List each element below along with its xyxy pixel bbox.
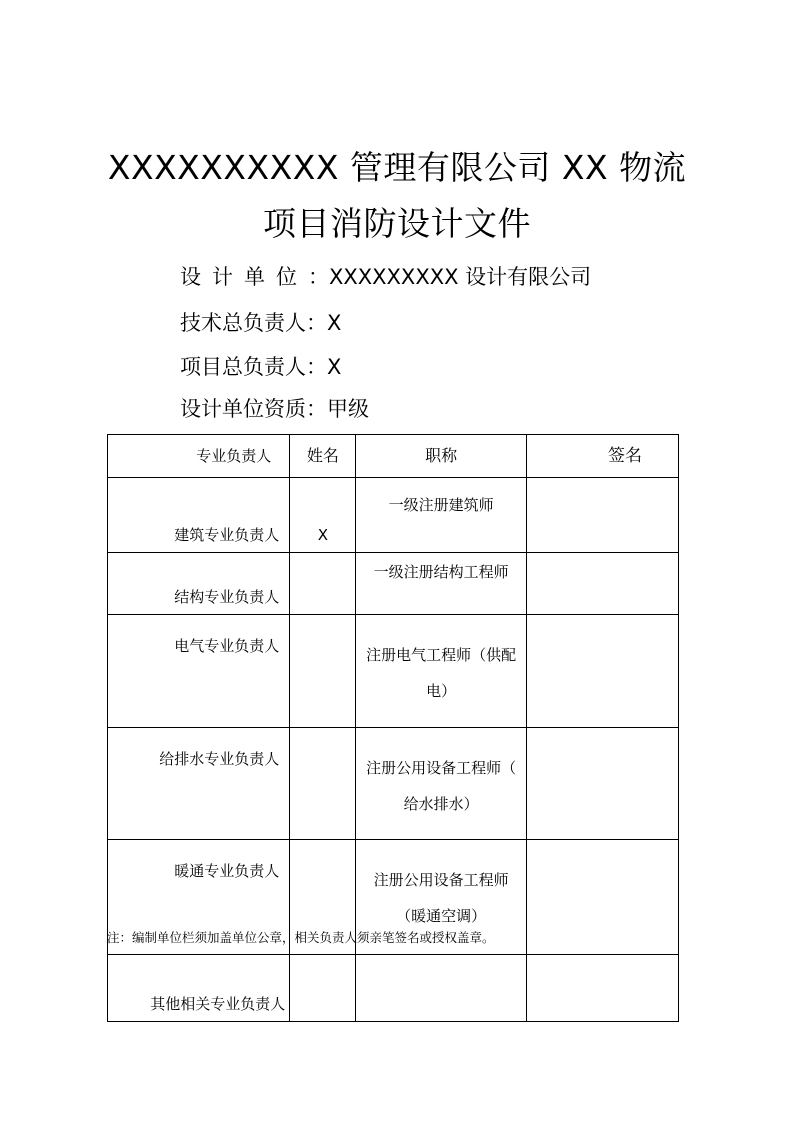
qualification-line1: 注册公用设备工程师 (373, 871, 509, 889)
design-unit-row (180, 262, 591, 292)
qualification-line1: 注册公用设备工程师（ (366, 759, 517, 777)
design-unit-sep: ： (308, 265, 329, 289)
tech-lead-sep: ： (306, 311, 327, 335)
qualification-cell (356, 728, 526, 840)
document-title-line1: XXXXXXXXXX 管理有限公司 XX 物流 (107, 148, 687, 187)
design-unit-label: 设计单位 (180, 265, 308, 289)
qualification-line2: 给水排水） (403, 795, 479, 813)
role-cell: 给排水专业负责人 (108, 728, 290, 840)
qualification-line1: 注册电气工程师（供配 (366, 646, 517, 664)
name-cell (290, 615, 356, 728)
name-cell (290, 553, 356, 615)
role-cell: 电气专业负责人 (108, 615, 290, 728)
header-title: 职称 (356, 435, 526, 478)
qualification-sep: ： (306, 397, 327, 421)
role-cell: 结构专业负责人 (108, 553, 290, 615)
table-row (108, 955, 679, 1022)
table-row (108, 478, 679, 553)
design-unit-value: XXXXXXXXX 设计有限公司 (329, 265, 592, 289)
header-signature: 签名 (526, 435, 678, 478)
qualification-line1: 一级注册建筑师 (388, 496, 494, 514)
header-name: 姓名 (290, 435, 356, 478)
project-lead-row (180, 352, 341, 382)
signature-cell[interactable] (526, 553, 678, 615)
qualification-label: 设计单位资质 (180, 397, 306, 421)
qualification-line2: （暖通空调） (396, 907, 487, 925)
qualification-cell (356, 478, 526, 553)
signature-cell[interactable] (526, 615, 678, 728)
table-row (108, 615, 679, 728)
signature-cell[interactable] (526, 728, 678, 840)
table-row (108, 553, 679, 615)
role-cell: 暖通专业负责人 (108, 840, 290, 955)
project-lead-sep: ： (306, 355, 327, 379)
qualification-row (180, 394, 369, 424)
table-row (108, 728, 679, 840)
qualification-line2: 电） (426, 682, 457, 700)
document-title-line2: 项目消防设计文件 (263, 204, 531, 243)
role-cell: 建筑专业负责人 (108, 478, 290, 553)
qualification-line1: 一级注册结构工程师 (373, 563, 509, 581)
name-cell (290, 955, 356, 1022)
name-cell: X (290, 478, 356, 553)
header-discipline-lead: 专业负责人 (108, 435, 290, 478)
tech-lead-value: X (327, 311, 342, 335)
tech-lead-row (180, 308, 341, 338)
signature-cell[interactable] (526, 840, 678, 955)
project-lead-label: 项目总负责人 (180, 355, 306, 379)
qualification-value: 甲级 (327, 397, 369, 421)
qualification-cell (356, 553, 526, 615)
signature-cell[interactable] (526, 955, 678, 1022)
name-cell (290, 728, 356, 840)
project-lead-value: X (327, 355, 342, 379)
tech-lead-label: 技术总负责人 (180, 311, 306, 335)
role-cell: 其他相关专业负责人 (108, 955, 290, 1022)
footnote: 注：编制单位栏须加盖单位公章，相关负责人须亲笔签名或授权盖章。 (107, 930, 495, 945)
signature-cell[interactable] (526, 478, 678, 553)
table-header-row (108, 435, 679, 478)
qualification-cell (356, 615, 526, 728)
qualification-cell (356, 955, 526, 1022)
